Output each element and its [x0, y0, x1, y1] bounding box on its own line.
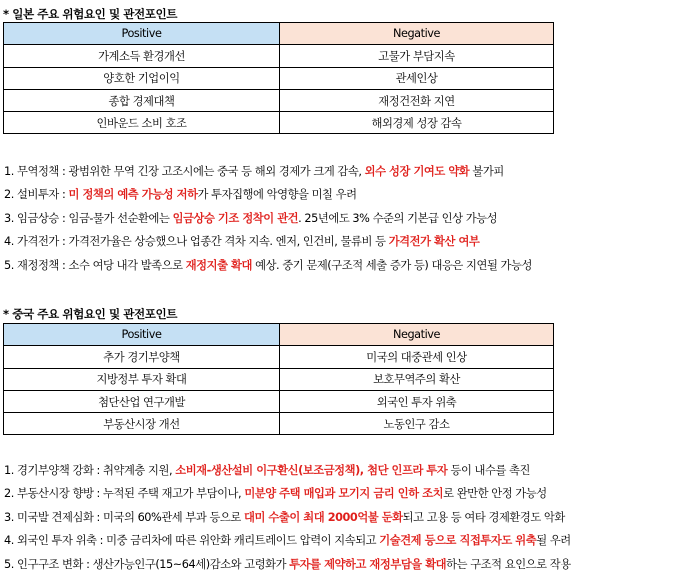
list-item	[4, 210, 532, 233]
point-text: 4. 외국인 투자 위축 : 미중 금리차에 따른 위안화 캐리트레이드 압력이 지속되고	[4, 534, 380, 548]
list-item	[4, 509, 571, 532]
table-row	[4, 346, 554, 368]
positive-cell: 부동산시장 개선	[4, 413, 280, 435]
positive-cell: 인바운드 소비 호조	[4, 112, 280, 134]
list-item	[4, 556, 571, 579]
negative-cell: 관세인상	[280, 67, 554, 89]
point-text: 5. 재정정책 : 소수 여당 내각 발족으로	[4, 258, 186, 272]
list-item	[4, 163, 532, 186]
positive-header: Positive	[4, 23, 280, 45]
negative-cell: 해외경제 성장 감속	[280, 112, 554, 134]
highlighted-text: 기술견제 등으로 직접투자도 위축	[379, 534, 537, 548]
negative-cell: 재정건전화 지연	[280, 89, 554, 111]
point-text: 가 투자집행에 악영향을 미칠 우려	[197, 188, 357, 202]
point-text: 3. 임금상승 : 임금-물가 선순환에는	[4, 211, 173, 225]
highlighted-text: 투자를 제약하고 재정부담을 확대	[289, 557, 447, 571]
point-text: 로 완만한 안정 가능성	[443, 487, 547, 501]
highlighted-text: 소비재-생산설비 이구환신(보조금정책), 첨단 인프라 투자	[175, 464, 448, 477]
point-text: 등이 내수를 촉진	[447, 464, 531, 477]
point-text: 1. 경기부양책 강화 : 취약계층 지원,	[4, 464, 176, 477]
highlighted-text: 대미 수출이 최대 2000억불 둔화	[244, 510, 403, 524]
japan-factor-table	[3, 22, 554, 134]
highlighted-text: 미 정책의 예측 가능성 저하	[68, 188, 198, 202]
china-watch-points	[4, 462, 571, 579]
positive-cell: 지방정부 투자 확대	[4, 368, 280, 390]
highlighted-text: 미분양 주택 매입과 모기지 금리 인하 조치	[244, 487, 444, 501]
list-item	[4, 532, 571, 555]
point-text: 될 우려	[536, 534, 571, 548]
highlighted-text: 재정지출 확대	[185, 258, 252, 272]
positive-cell: 첨단산업 연구개발	[4, 390, 280, 412]
positive-cell: 추가 경기부양책	[4, 346, 280, 368]
point-text: 1. 무역정책 : 광범위한 무역 긴장 고조시에는 중국 등 해외 경제가 크게 감속,	[4, 165, 365, 178]
list-item	[4, 257, 532, 280]
list-item	[4, 233, 532, 256]
negative-cell: 노동인구 감소	[280, 413, 554, 435]
negative-header: Negative	[280, 23, 554, 45]
point-text: 2. 설비투자 :	[4, 188, 69, 202]
china-section-title: * 중국 주요 위험요인 및 관전포인트	[3, 307, 178, 321]
point-text: 2. 부동산시장 향방 : 누적된 주택 재고가 부담이나,	[4, 487, 245, 501]
point-text: 4. 가격전가 : 가격전가율은 상승했으나 업종간 격차 지속. 엔저, 인건비, 물류비 등	[4, 235, 389, 249]
japan-watch-points	[4, 163, 532, 280]
negative-header: Negative	[280, 324, 554, 346]
positive-cell: 종합 경제대책	[4, 89, 280, 111]
negative-cell: 외국인 투자 위축	[280, 390, 554, 412]
list-item	[4, 462, 571, 485]
highlighted-text: 임금상승 기조 정착이 관건	[172, 211, 299, 225]
table-row	[4, 368, 554, 390]
table-header-row	[4, 23, 554, 45]
point-text: 5. 인구구조 변화 : 생산가능인구(15~64세)감소와 고령화가	[4, 557, 290, 571]
table-row	[4, 112, 554, 134]
positive-cell: 양호한 기업이익	[4, 67, 280, 89]
highlighted-text: 가격전가 확산 여부	[388, 235, 480, 249]
point-text: 예상. 중기 문제(구조적 세출 증가 등) 대응은 지연될 가능성	[251, 258, 532, 272]
table-row	[4, 413, 554, 435]
point-text: 하는 구조적 요인으로 작용	[446, 557, 571, 571]
positive-header: Positive	[4, 324, 280, 346]
table-row	[4, 67, 554, 89]
highlighted-text: 외수 성장 기여도 약화	[364, 165, 470, 178]
negative-cell: 미국의 대중관세 인상	[280, 346, 554, 368]
point-text: 되고 고용 등 여타 경제환경도 악화	[402, 510, 565, 524]
negative-cell: 고물가 부담지속	[280, 45, 554, 67]
japan-section-title: * 일본 주요 위험요인 및 관전포인트	[3, 7, 178, 21]
list-item	[4, 186, 532, 209]
point-text: 불가피	[469, 165, 504, 178]
table-row	[4, 89, 554, 111]
point-text: . 25년에도 3% 수준의 기본급 인상 가능성	[298, 211, 498, 225]
table-row	[4, 45, 554, 67]
positive-cell: 가계소득 환경개선	[4, 45, 280, 67]
china-factor-table	[3, 323, 554, 435]
table-row	[4, 390, 554, 412]
list-item	[4, 485, 571, 508]
negative-cell: 보호무역주의 확산	[280, 368, 554, 390]
table-header-row	[4, 324, 554, 346]
point-text: 3. 미국발 견제심화 : 미국의 60%관세 부과 등으로	[4, 510, 244, 524]
